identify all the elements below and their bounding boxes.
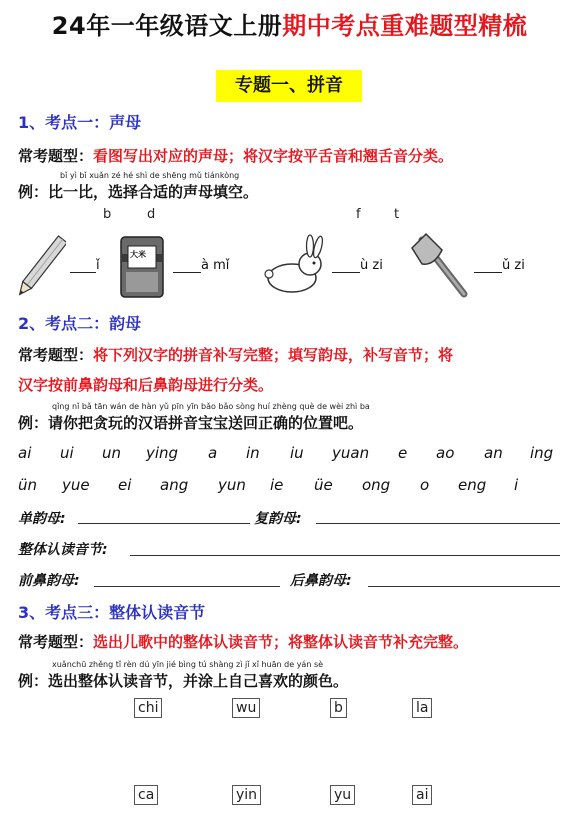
pinyin-token[interactable]: in [246,444,260,462]
section1-common: 常考题型：看图写出对应的声母；将汉字按平舌音和翘舌音分类。 [18,147,454,165]
pinyin-token[interactable]: eng [458,476,487,494]
section2-common: 常考题型：将下列汉字的拼音补写完整；填写韵母，补写音节；将 [18,346,454,364]
section3-example: 例：选出整体认读音节，并涂上自己喜欢的颜色。 [18,672,349,690]
answer-blank-3[interactable] [332,258,360,273]
pinyin-token[interactable]: ai [18,444,32,462]
title-part-red: 期中考点重难题型精梳 [282,12,528,40]
back-nasal-label: 后鼻韵母: [290,573,352,589]
single-vowel-label: 单韵母: [18,511,66,527]
section2-example-pinyin: qǐng nǐ bǎ tān wán de hàn yǔ pīn yīn bǎo bǎo sòng huí zhèng què de wèi zhì ba [52,402,370,411]
rice-bag-label: 大米 [130,250,146,259]
section3-heading: 3、考点三：整体认读音节 [18,603,206,622]
section2-heading: 2、考点二：韵母 [18,314,142,333]
pinyin-token[interactable]: yun [218,476,246,494]
answer-blank-2[interactable] [173,258,201,273]
syllable-box[interactable]: wu [232,698,260,718]
topic-banner: 专题一、拼音 [216,70,362,102]
item-3: ù zi [332,258,383,273]
pinyin-token[interactable]: ing [530,444,554,462]
rabbit-image [258,234,330,296]
pinyin-token[interactable]: ui [60,444,74,462]
letter-d: d [147,207,156,222]
pencil-image [16,232,66,304]
front-nasal-label: 前鼻韵母: [18,573,80,589]
pinyin-token[interactable]: e [398,444,408,462]
back-nasal-answer-line[interactable] [368,586,560,587]
syllable-box[interactable]: yin [232,785,261,805]
pinyin-token[interactable]: yue [62,476,90,494]
pinyin-token[interactable]: ao [436,444,455,462]
pinyin-token[interactable]: o [420,476,430,494]
section1-example-pinyin: bǐ yì bǐ xuǎn zé hé shì de shēng mǔ tiánkòng [60,171,240,180]
pinyin-token[interactable]: iu [290,444,304,462]
answer-blank-1[interactable] [70,258,96,273]
front-nasal-answer-line[interactable] [94,586,280,587]
section3-common: 常考题型：选出儿歌中的整体认读音节；将整体认读音节补充完整。 [18,633,469,651]
pinyin-token[interactable]: i [514,476,519,494]
section1-example: 例：比一比，选择合适的声母填空。 [18,183,259,201]
syllable-box[interactable]: chi [134,698,162,718]
pinyin-token[interactable]: ei [118,476,132,494]
syllable-box[interactable]: ca [134,785,158,805]
section2-common-cont: 汉字按前鼻韵母和后鼻韵母进行分类。 [18,376,274,394]
pinyin-token[interactable]: ün [18,476,38,494]
letter-b: b [103,207,112,222]
syllable-box[interactable]: b [330,698,347,718]
single-vowel-answer-line[interactable] [78,523,250,524]
section3-example-pinyin: xuǎnchū zhěng tǐ rèn dú yīn jié bìng tú shàng zì jǐ xǐ huān de yán sè [52,660,324,669]
syllable-box[interactable]: yu [330,785,355,805]
title-part-black: 24年一年级语文上册 [51,12,283,40]
compound-vowel-answer-line[interactable] [316,523,560,524]
pinyin-token[interactable]: ang [160,476,189,494]
answer-blank-4[interactable] [474,258,502,273]
pinyin-token[interactable]: un [102,444,122,462]
section1-heading: 1、考点一：声母 [18,113,142,132]
whole-syllable-label: 整体认读音节: [18,542,108,558]
axe-image [408,230,472,300]
item-4: ǔ zi [474,258,525,273]
syllable-box[interactable]: la [412,698,432,718]
rice-bag-image [116,232,168,302]
pinyin-token[interactable]: ong [362,476,391,494]
syllable-box[interactable]: ai [412,785,432,805]
item-2: à mǐ [173,258,229,273]
page-title [0,6,579,41]
pinyin-token[interactable]: ie [270,476,284,494]
pinyin-token[interactable]: yuan [332,444,370,462]
whole-syllable-answer-line[interactable] [130,555,560,556]
pinyin-token[interactable]: ying [146,444,179,462]
compound-vowel-label: 复韵母: [254,511,302,527]
pinyin-token[interactable]: a [208,444,218,462]
pinyin-token[interactable]: üe [314,476,333,494]
pinyin-token[interactable]: an [484,444,503,462]
item-1: ǐ [70,258,100,273]
letter-f: f [356,207,361,222]
section2-example: 例：请你把贪玩的汉语拼音宝宝送回正确的位置吧。 [18,414,364,432]
letter-t: t [394,207,400,222]
